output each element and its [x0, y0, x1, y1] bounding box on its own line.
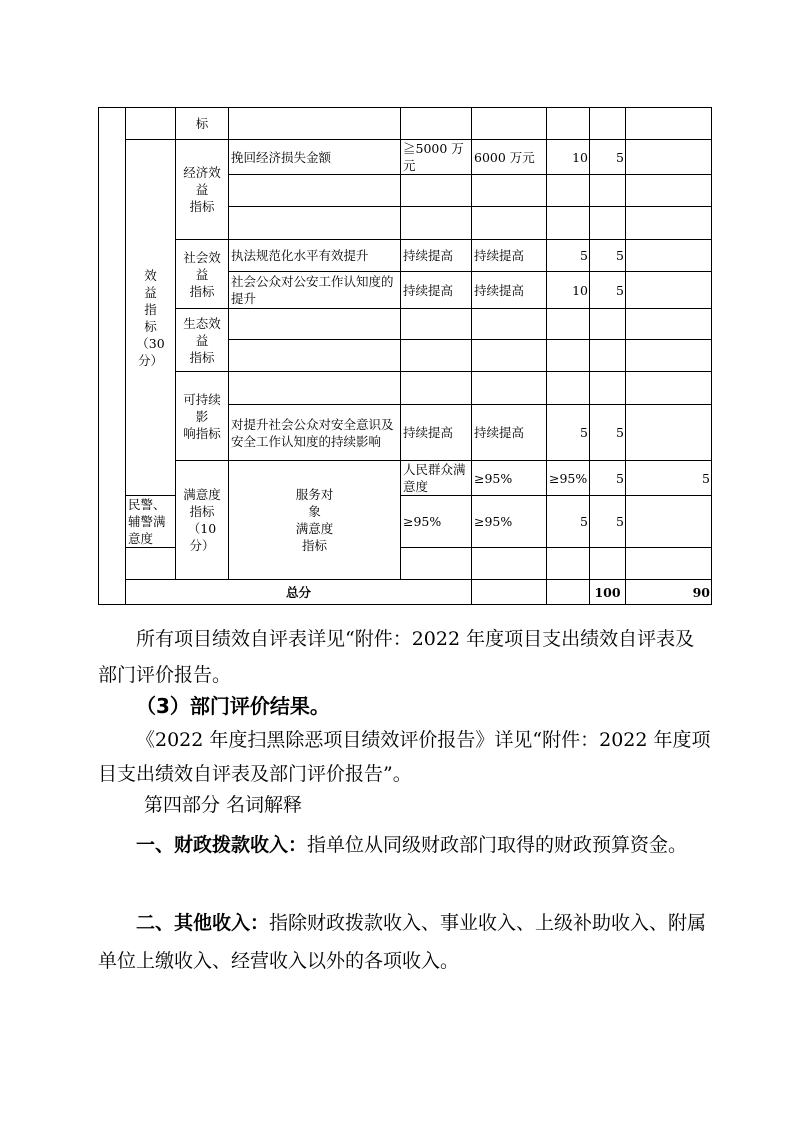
actual-cell: 6000 万元 [472, 140, 547, 175]
actual-cell: 持续提高 [472, 405, 547, 461]
definition-text: 指单位从同级财政部门取得的财政预算资金。 [307, 834, 688, 856]
table-row [99, 461, 712, 496]
definition-fiscal-income [98, 826, 713, 864]
definition-term: 一、财政拨款收入： [136, 834, 308, 856]
eco-label: 生态效 益 指标 [176, 309, 229, 372]
score-cell: 5 [626, 461, 712, 496]
weight-cell: 5 [547, 405, 590, 461]
target-cell: 持续提高 [401, 405, 472, 461]
indicator-label: 标 [176, 108, 229, 140]
total-row [99, 580, 712, 605]
table-row [99, 372, 712, 405]
actual-cell: ≥95% [547, 461, 590, 496]
econ-label: 经济效 益 指标 [176, 140, 229, 240]
paragraph-dept-eval: 《2022 年度扫黑除恶项目绩效评价报告》详见“附件：2022 年度项目支出绩效自评表及部门评价报告”。 [98, 729, 711, 785]
total-weight: 100 [590, 580, 626, 605]
item-cell: 挽回经济损失金额 [229, 140, 401, 175]
target-cell: 持续提高 [401, 272, 472, 309]
table-row [99, 240, 712, 272]
score-cell: 5 [590, 140, 626, 175]
item-cell: 执法规范化水平有效提升 [229, 240, 401, 272]
score-cell: 5 [590, 240, 626, 272]
target-cell: ≥95% [472, 461, 547, 496]
paragraph-attachment-note: 所有项目绩效自评表详见“附件：2022 年度项目支出绩效自评表及部门评价报告。 [98, 628, 695, 686]
weight-cell: 10 [547, 272, 590, 309]
table-row [99, 140, 712, 175]
target-cell: ≥95% [401, 496, 472, 548]
actual-cell: 持续提高 [472, 240, 547, 272]
section-heading-dept-eval: （3）部门评价结果。 [136, 694, 330, 718]
actual-cell: ≥95% [472, 496, 547, 548]
score-cell: 5 [590, 405, 626, 461]
target-cell: ≧5000 万元 [401, 140, 472, 175]
definition-term: 二、其他收入： [136, 912, 270, 934]
service-label: 服务对 象 满意度 指标 [229, 461, 401, 580]
score-cell: 5 [590, 272, 626, 309]
weight-cell: 10 [547, 140, 590, 175]
definition-other-income [98, 904, 713, 980]
satisfaction-group-label: 满意度 指标 （10 分） [176, 461, 229, 580]
total-score: 90 [626, 580, 712, 605]
table-row [99, 108, 712, 140]
item-cell: 社会公众对公安工作认知度的提升 [229, 272, 401, 309]
item-cell: 对提升社会公众对安全意识及安全工作认知度的持续影响 [229, 405, 401, 461]
sustain-label: 可持续 影 响指标 [176, 372, 229, 461]
performance-table [98, 107, 712, 605]
target-cell: 持续提高 [401, 240, 472, 272]
weight-cell: 5 [590, 461, 626, 496]
weight-cell: 5 [547, 496, 590, 548]
item-cell: 人民群众满意度 [401, 461, 472, 496]
part-four-heading: 第四部分 名词解释 [144, 794, 303, 816]
table-row [99, 309, 712, 340]
effect-group-label: 效 益 指 标 （30 分） [126, 140, 176, 496]
actual-cell: 持续提高 [472, 272, 547, 309]
score-cell: 5 [590, 496, 626, 548]
definition-text: 指除财政拨款收入、事业收入、上级补助收入、附属单位上缴收入、经营收入以外的各项收入。 [98, 912, 707, 972]
item-cell: 民警、辅警满意度 [126, 496, 176, 548]
total-label: 总分 [126, 580, 472, 605]
weight-cell: 5 [547, 240, 590, 272]
social-label: 社会效 益 指标 [176, 240, 229, 309]
